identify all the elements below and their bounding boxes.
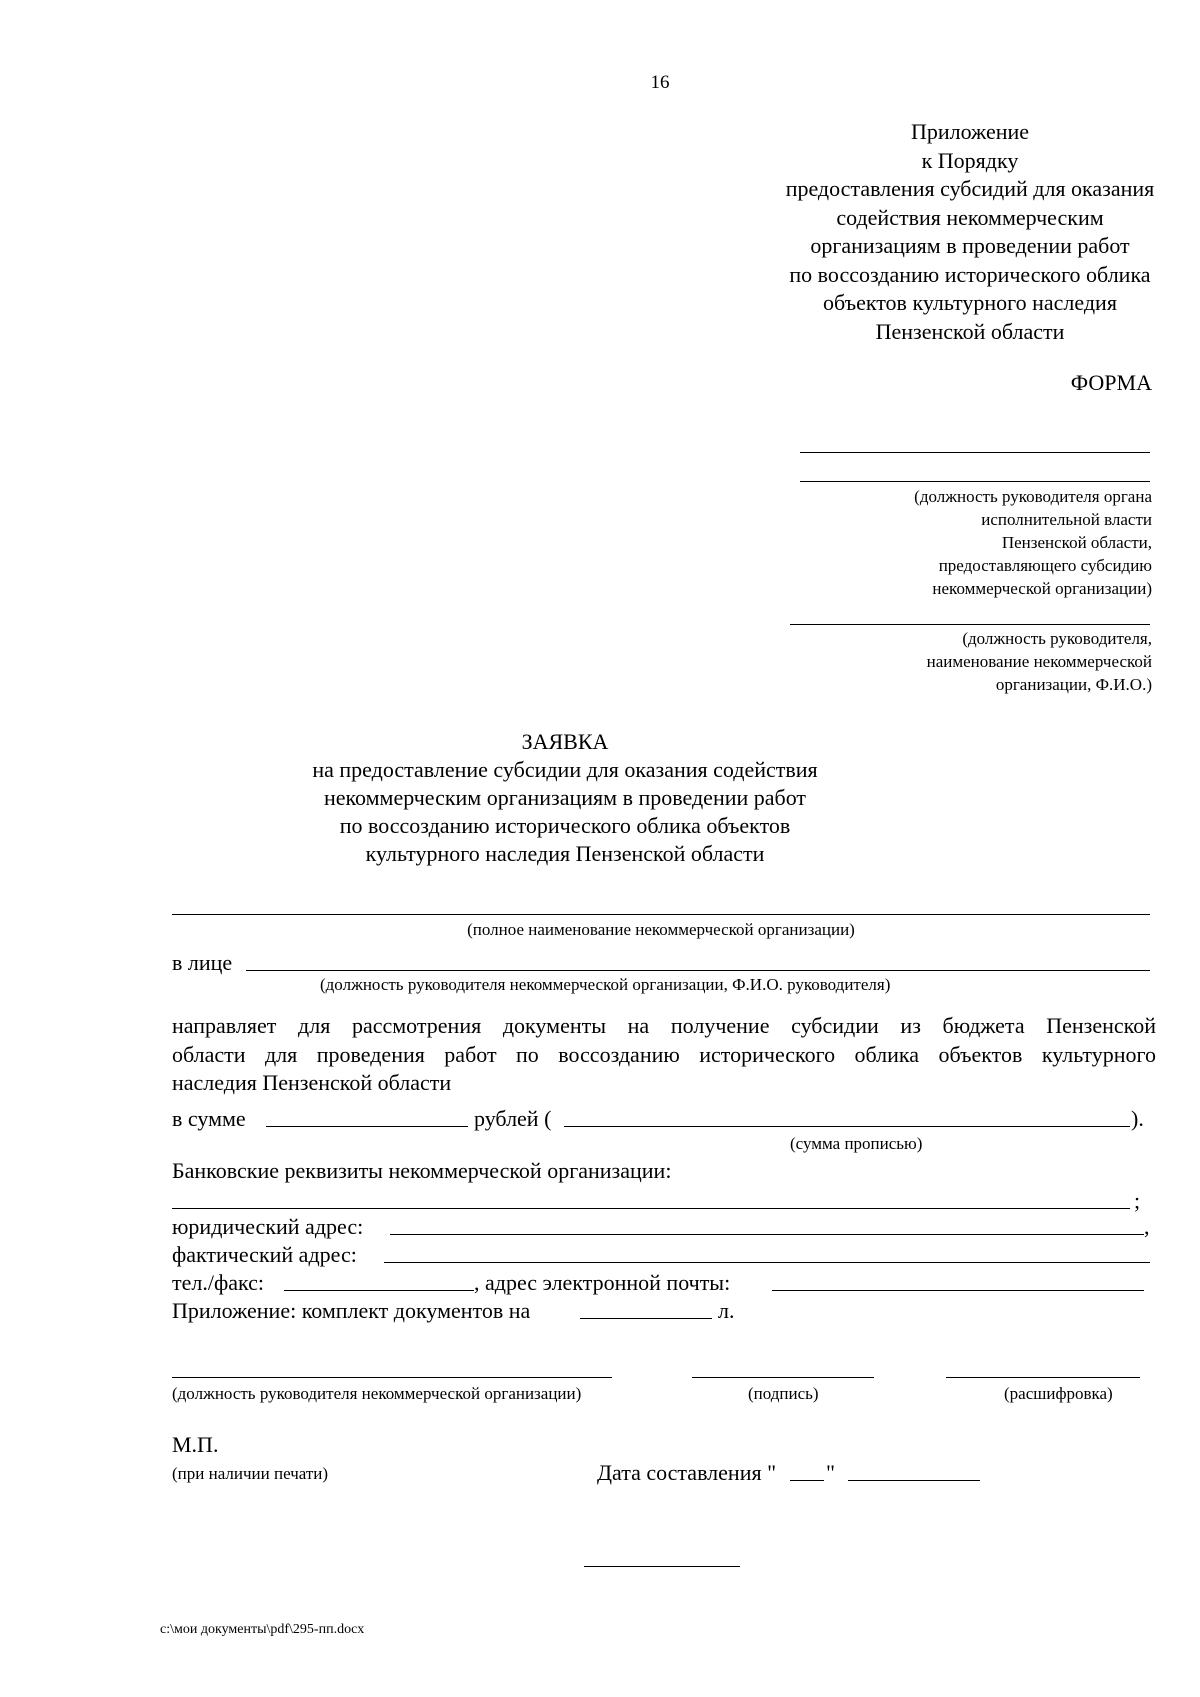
- note-line: некоммерческой организации): [932, 579, 1152, 598]
- appendix-line: к Порядку: [921, 147, 1019, 173]
- signature-field[interactable]: [692, 1377, 874, 1378]
- footer-path: c:\мои документы\pdf\295-пп.docx: [160, 1622, 365, 1637]
- application-title: [150, 728, 980, 868]
- date-day-field[interactable]: [790, 1480, 824, 1481]
- appendix-header: [700, 118, 1200, 346]
- note-line: предоставляющего субсидию: [938, 556, 1152, 575]
- attachment-label: Приложение: комплект документов на: [172, 1298, 531, 1323]
- sum-caption: (сумма прописью): [790, 1134, 923, 1153]
- title-line: по воссозданию исторического облика объектов: [339, 813, 791, 838]
- appendix-line: Приложение: [910, 119, 1030, 144]
- email-label: , адрес электронной почты:: [474, 1270, 731, 1295]
- appendix-line: по воссозданию исторического облика: [789, 261, 1151, 287]
- appendix-line: объектов культурного наследия: [823, 290, 1117, 315]
- legal-address-field[interactable]: [390, 1234, 1144, 1235]
- stamp-caption: (при наличии печати): [172, 1464, 329, 1483]
- note-line: (должность руководителя органа: [914, 487, 1152, 506]
- request-paragraph: [172, 1012, 1156, 1098]
- date-mid: ": [826, 1460, 835, 1485]
- decoding-field[interactable]: [946, 1377, 1140, 1378]
- paragraph-line: наследия Пензенской области: [172, 1070, 452, 1095]
- end-separator: [584, 1566, 740, 1567]
- sum-label: в сумме: [172, 1106, 246, 1131]
- signer-position-caption: (должность руководителя некоммерческой организации): [172, 1384, 582, 1403]
- form-label: ФОРМА: [1070, 370, 1152, 395]
- appendix-line: организациям в проведении работ: [810, 233, 1130, 258]
- sum-words-field[interactable]: [564, 1126, 1130, 1127]
- addressee-note-2: [927, 627, 1152, 696]
- title-heading: ЗАЯВКА: [521, 729, 609, 754]
- sum-end: ).: [1131, 1106, 1144, 1131]
- actual-address-field[interactable]: [384, 1262, 1150, 1263]
- paragraph-line: направляет для рассмотрения документы на получение субсидии из бюджета Пензенской: [172, 1013, 1156, 1038]
- attachment-pages-field[interactable]: [580, 1318, 712, 1319]
- stamp-label: М.П.: [172, 1432, 219, 1457]
- org-name-field[interactable]: [172, 914, 1150, 915]
- in-person-field[interactable]: [246, 970, 1150, 971]
- bank-details-field[interactable]: [172, 1208, 1130, 1209]
- applicant-line[interactable]: [790, 624, 1150, 625]
- title-line: культурного наследия Пензенской области: [365, 841, 765, 866]
- in-person-caption: (должность руководителя некоммерческой организации, Ф.И.О. руководителя): [320, 975, 891, 994]
- signer-position-field[interactable]: [172, 1377, 612, 1378]
- appendix-line: содействия некоммерческим: [836, 204, 1104, 230]
- appendix-line: предоставления субсидий для оказания: [785, 176, 1155, 201]
- note-line: (должность руководителя,: [962, 629, 1152, 648]
- legal-address-end: ,: [1144, 1214, 1150, 1239]
- addressee-note-1: [914, 485, 1152, 600]
- note-line: Пензенской области,: [1001, 533, 1152, 552]
- note-line: организации, Ф.И.О.): [995, 675, 1152, 694]
- note-line: исполнительной власти: [981, 510, 1152, 529]
- date-month-year-field[interactable]: [848, 1480, 980, 1481]
- title-line: некоммерческим организациям в проведении работ: [323, 785, 807, 810]
- addressee-line-2[interactable]: [800, 481, 1150, 482]
- actual-address-label: фактический адрес:: [172, 1242, 357, 1267]
- paragraph-line: области для проведения работ по воссозданию исторического облика объектов культурного: [172, 1041, 1156, 1067]
- bank-end: ;: [1134, 1188, 1141, 1213]
- note-line: наименование некоммерческой: [926, 652, 1152, 671]
- appendix-line: Пензенской области: [875, 318, 1065, 344]
- date-label: Дата составления ": [597, 1460, 777, 1485]
- bank-label: Банковские реквизиты некоммерческой организации:: [172, 1158, 672, 1183]
- rubles-label: рублей (: [474, 1106, 552, 1131]
- page-number: 16: [650, 72, 670, 93]
- email-field[interactable]: [772, 1290, 1144, 1291]
- decoding-caption: (расшифровка): [1004, 1384, 1113, 1403]
- phone-label: тел./факс:: [172, 1270, 265, 1295]
- title-line: на предоставление субсидии для оказания содействия: [312, 757, 818, 782]
- in-person-label: в лице: [172, 950, 233, 975]
- phone-field[interactable]: [284, 1290, 474, 1291]
- org-name-caption: (полное наименование некоммерческой организации): [467, 920, 855, 939]
- legal-address-label: юридический адрес:: [172, 1214, 364, 1239]
- attachment-end: л.: [718, 1298, 735, 1323]
- addressee-line-1[interactable]: [800, 452, 1150, 453]
- sum-field[interactable]: [266, 1126, 468, 1127]
- signature-caption: (подпись): [748, 1384, 819, 1403]
